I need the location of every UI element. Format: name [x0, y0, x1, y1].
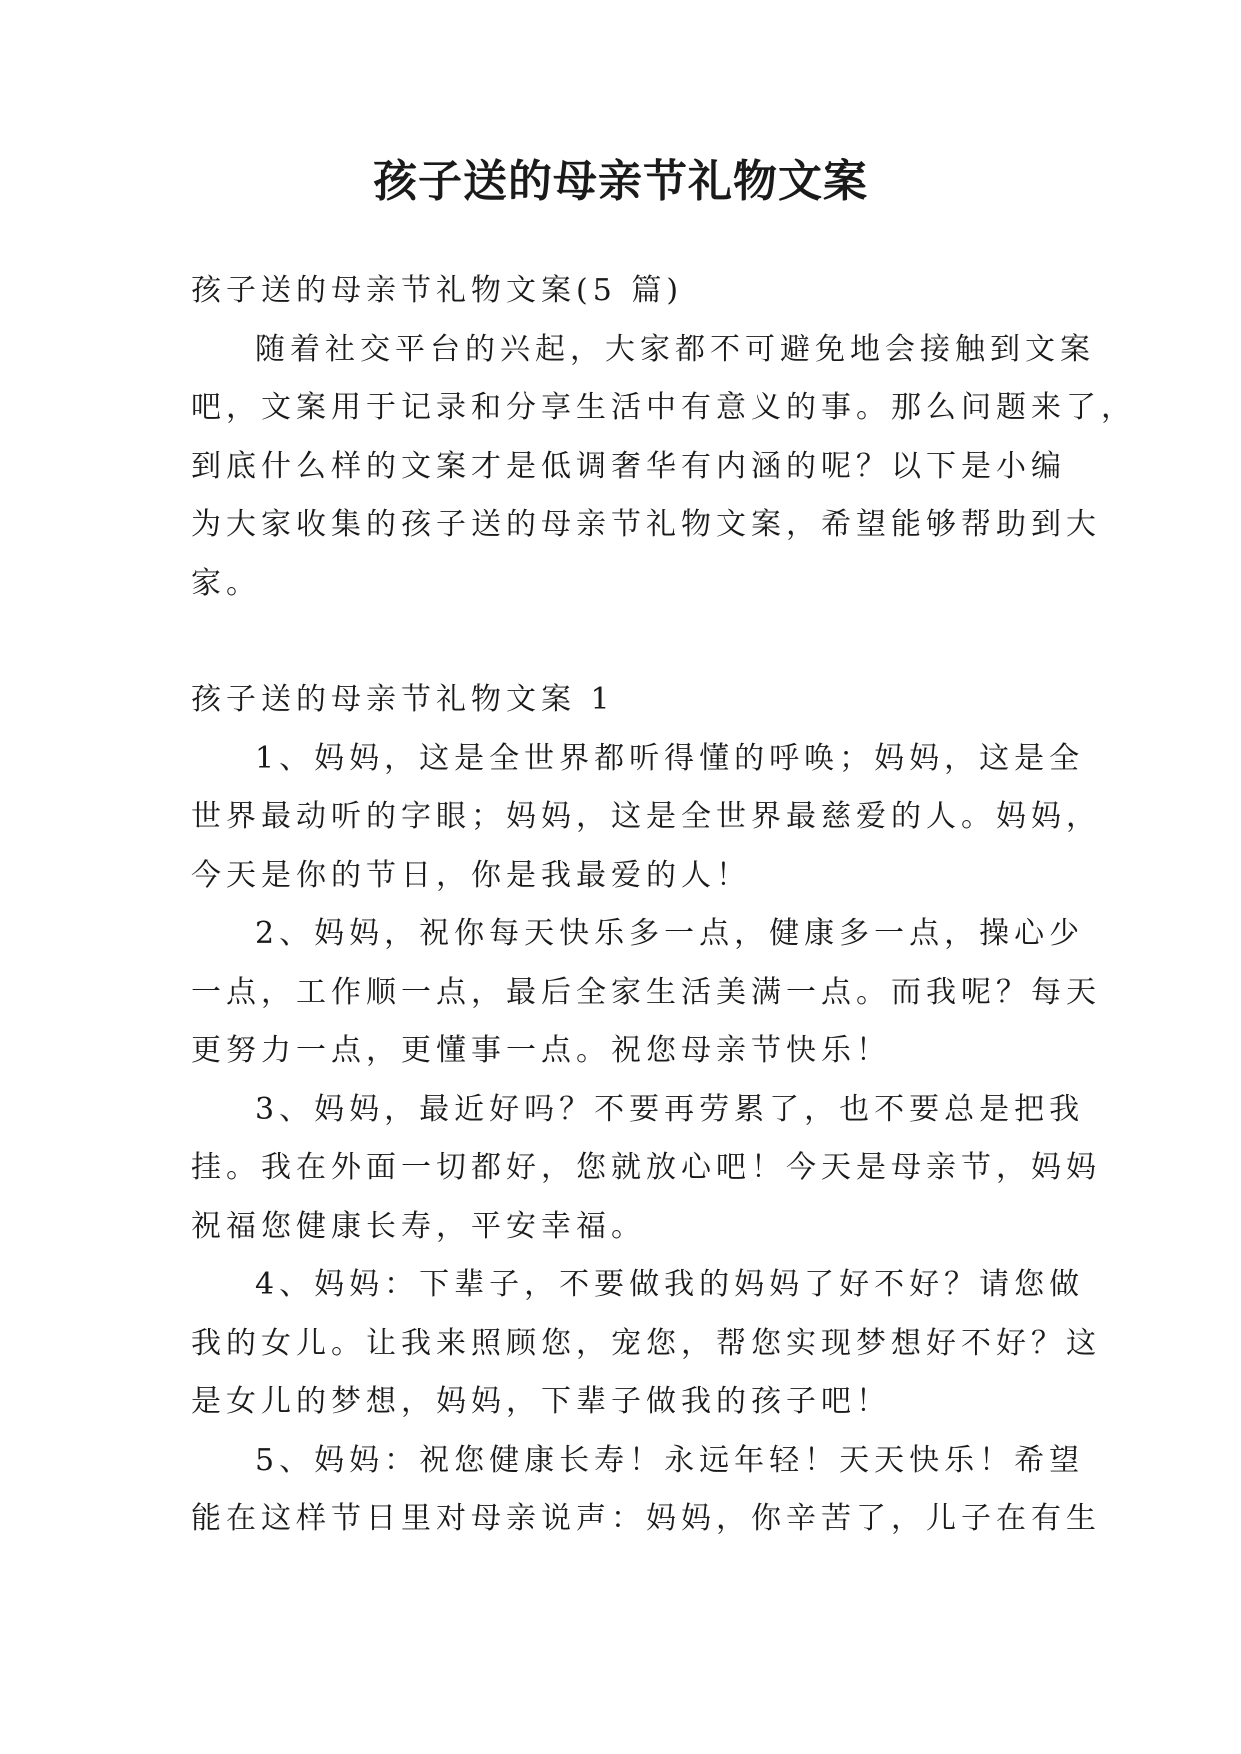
- text-line: 祝福您健康长寿，平安幸福。: [191, 1208, 646, 1244]
- item-paragraph-4: [191, 1256, 1101, 1432]
- text-line: 随着社交平台的兴起，大家都不可避免地会接触到文案: [255, 331, 1095, 367]
- text-line: 为大家收集的孩子送的母亲节礼物文案，希望能够帮助到大: [191, 507, 1101, 542]
- section-heading: 孩子送的母亲节礼物文案 1: [191, 682, 615, 717]
- text-line: 吧，文案用于记录和分享生活中有意义的事。那么问题来了，: [191, 390, 1136, 425]
- text-line: 世界最动听的字眼；妈妈，这是全世界最慈爱的人。妈妈，: [191, 799, 1101, 834]
- text-line: 是女儿的梦想，妈妈，下辈子做我的孩子吧！: [191, 1384, 891, 1419]
- item-paragraph-2: [191, 905, 1101, 1081]
- subtitle-line: 孩子送的母亲节礼物文案(5 篇): [191, 273, 684, 308]
- text-line: 能在这样节日里对母亲说声：妈妈，你辛苦了，儿子在有生: [191, 1501, 1101, 1536]
- item-paragraph-3: [191, 1081, 1101, 1257]
- document-title: 孩子送的母亲节礼物文案: [373, 156, 868, 207]
- text-line: 今天是你的节日，你是我最爱的人！: [191, 857, 751, 893]
- text-line: 家。: [191, 565, 261, 601]
- intro-paragraph: [191, 321, 1136, 614]
- item-paragraph-5: [191, 1432, 1101, 1549]
- text-line: 2、妈妈，祝你每天快乐多一点，健康多一点，操心少: [255, 916, 1085, 951]
- text-line: 5、妈妈：祝您健康长寿！永远年轻！天天快乐！希望: [255, 1442, 1085, 1478]
- document-body: [191, 262, 1136, 1549]
- item-paragraph-1: [191, 730, 1101, 906]
- text-line: 我的女儿。让我来照顾您，宠您，帮您实现梦想好不好？这: [191, 1325, 1101, 1361]
- text-line: 4、妈妈：下辈子，不要做我的妈妈了好不好？请您做: [255, 1267, 1085, 1302]
- text-line: 1、妈妈，这是全世界都听得懂的呼唤；妈妈，这是全: [255, 740, 1085, 776]
- text-line: 3、妈妈，最近好吗？不要再劳累了，也不要总是把我: [255, 1091, 1085, 1127]
- spacer: [191, 613, 1051, 671]
- text-line: 更努力一点，更懂事一点。祝您母亲节快乐！: [191, 1033, 891, 1068]
- text-line: 到底什么样的文案才是低调奢华有内涵的呢？以下是小编: [191, 448, 1066, 484]
- text-line: 挂。我在外面一切都好，您就放心吧！今天是母亲节，妈妈: [191, 1150, 1101, 1185]
- text-line: 一点，工作顺一点，最后全家生活美满一点。而我呢？每天: [191, 974, 1101, 1010]
